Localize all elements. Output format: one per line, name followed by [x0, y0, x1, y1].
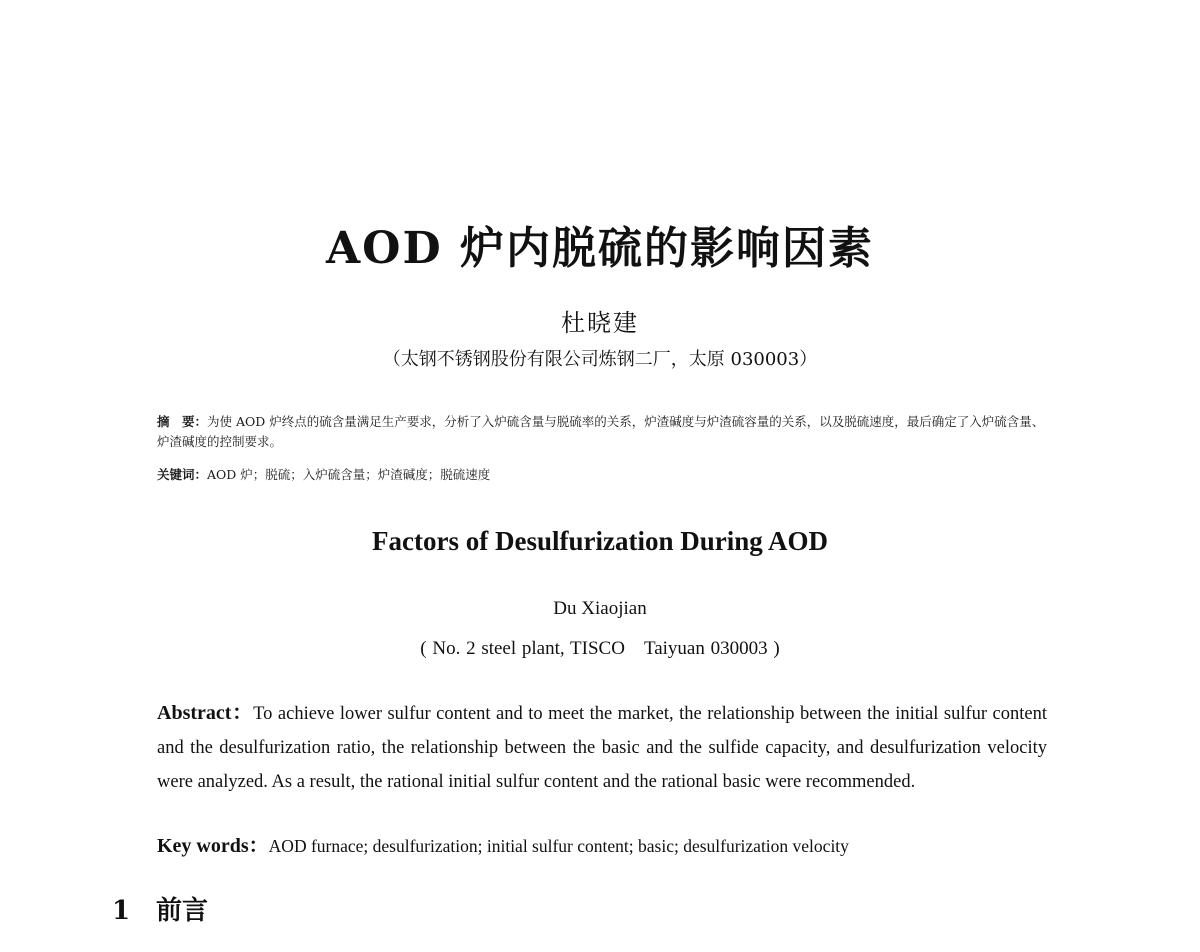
title-en: Factors of Desulfurization During AOD: [372, 526, 828, 556]
abstract-cn-text: 为使 AOD 炉终点的硫含量满足生产要求，分析了入炉硫含量与脱硫率的关系，炉渣碱度与炉渣硫容量的关系，以及脱硫速度，最后确定了入炉硫含量、炉渣碱度的控制要求。: [157, 414, 1045, 449]
keywords-en-text: AOD furnace; desulfurization; initial sulfur content; basic; desulfurization velocity: [268, 836, 849, 856]
author-cn: 杜晓建: [561, 309, 639, 337]
affiliation-cn: （太钢不锈钢股份有限公司炼钢二厂，太原 030003）: [382, 349, 818, 370]
abstract-en-text: To achieve lower sulfur content and to meet the market, the relationship between the initial sulfur content and the desulfurization ratio, the relationship between the basic and the sulfide capacity, and desulfurization velocity were analyzed. As a result, the rational initial sulfur content and the rational basic were recommended.: [157, 704, 1047, 792]
abstract-en: [157, 696, 1047, 799]
abstract-en-label: Abstract：: [157, 702, 254, 724]
keywords-cn: [157, 465, 1047, 485]
affiliation-en: ( No. 2 steel plant, TISCO Taiyuan 030003 ): [420, 638, 780, 659]
keywords-cn-label: 关键词：: [157, 467, 208, 482]
keywords-en-label: Key words：: [157, 835, 269, 857]
abstract-cn: [157, 412, 1047, 452]
section-heading: [112, 890, 208, 927]
section-title: 前言: [156, 896, 209, 926]
abstract-cn-label: 摘 要：: [157, 414, 208, 429]
section-number: 1: [112, 896, 131, 926]
keywords-en: [157, 829, 1047, 858]
author-en: Du Xiaojian: [553, 598, 647, 619]
page-title: AOD 炉内脱硫的影响因素: [326, 223, 874, 274]
keywords-cn-text: AOD 炉；脱硫；入炉硫含量；炉渣碱度；脱硫速度: [207, 467, 491, 482]
